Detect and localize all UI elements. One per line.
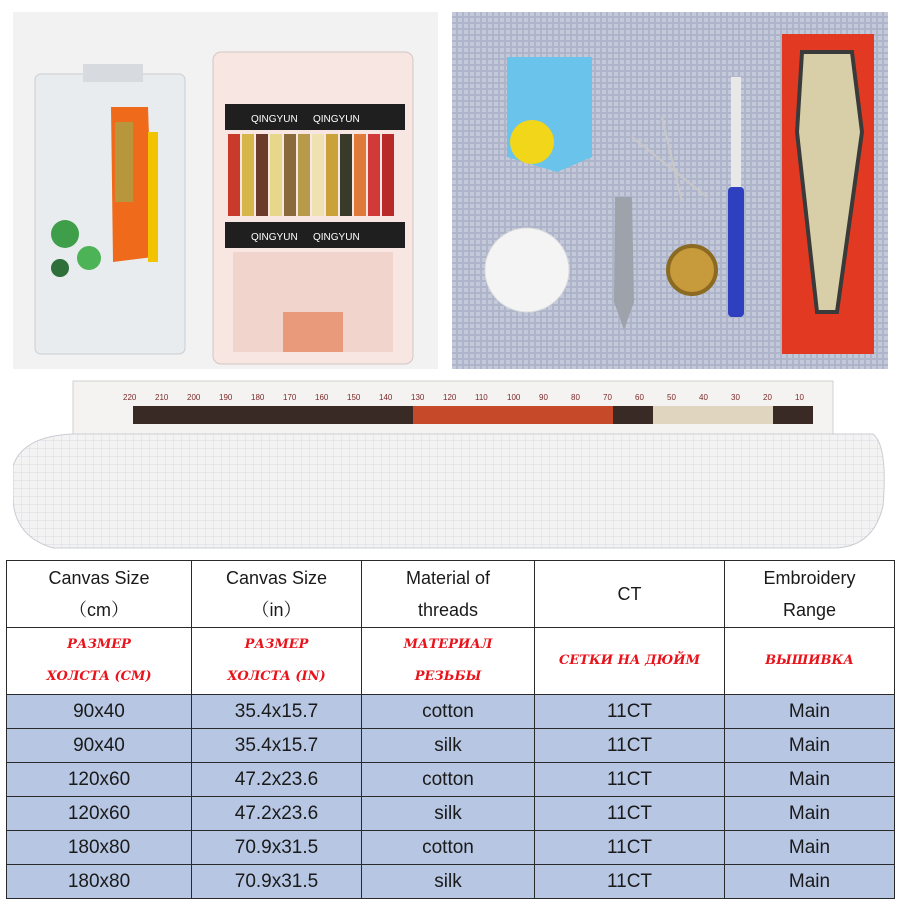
brand-label-top: QINGYUN (251, 114, 298, 125)
header-canvas-size-cm: Canvas Size （cm） (7, 561, 192, 628)
brand-label-top-2: QINGYUN (313, 114, 360, 125)
ruler-number: 20 (763, 393, 772, 402)
table-cell: 47.2x23.6 (192, 763, 362, 797)
header-ct: CT (535, 561, 725, 628)
table-cell: 11CT (535, 729, 725, 763)
table-cell: 120x60 (7, 763, 192, 797)
tools-layout-photo (452, 12, 888, 369)
packaged-kit-illustration (13, 12, 438, 369)
table-cell: 35.4x15.7 (192, 729, 362, 763)
table-cell: Main (725, 831, 895, 865)
needle-threader-shape (614, 197, 634, 330)
brand-label-bottom: QINGYUN (251, 232, 298, 243)
table-header-row-russian (7, 628, 895, 695)
ruler-number: 100 (507, 393, 521, 402)
ruler-number: 210 (155, 393, 169, 402)
table-cell: 180x80 (7, 831, 192, 865)
table-cell: 180x80 (7, 865, 192, 899)
ruler-number: 180 (251, 393, 265, 402)
table-cell: 120x60 (7, 797, 192, 831)
table-cell: Main (725, 797, 895, 831)
table-row (7, 865, 895, 899)
header-canvas-size-in: Canvas Size （in） (192, 561, 362, 628)
ruler-number: 190 (219, 393, 233, 402)
thread-organizer-disc (485, 228, 569, 312)
table-cell: 47.2x23.6 (192, 797, 362, 831)
table-row (7, 797, 895, 831)
rolled-canvas-photo (13, 376, 888, 552)
table-row (7, 729, 895, 763)
ruler-number: 200 (187, 393, 201, 402)
table-cell: Main (725, 865, 895, 899)
ruler-number: 10 (795, 393, 804, 402)
table-cell: 11CT (535, 831, 725, 865)
ruler-number: 60 (635, 393, 644, 402)
header-ru-ct: СЕТКИ НА ДЮЙМ (535, 628, 725, 695)
ruler-number: 30 (731, 393, 740, 402)
ruler-number: 70 (603, 393, 612, 402)
ruler-number: 120 (443, 393, 457, 402)
table-cell: 35.4x15.7 (192, 695, 362, 729)
table-header-row (7, 561, 895, 628)
table-cell: cotton (362, 763, 535, 797)
table-cell: 11CT (535, 797, 725, 831)
ruler-number: 160 (315, 393, 329, 402)
table-cell: cotton (362, 831, 535, 865)
header-embroidery-range: Embroidery Range (725, 561, 895, 628)
ruler-number: 40 (699, 393, 708, 402)
table-cell: 90x40 (7, 695, 192, 729)
tools-layout-illustration (452, 12, 888, 369)
table-cell: 11CT (535, 695, 725, 729)
brand-label-bottom-2: QINGYUN (313, 232, 360, 243)
table-cell: Main (725, 763, 895, 797)
canvas-spec-table (6, 560, 895, 899)
table-row (7, 695, 895, 729)
table-cell: cotton (362, 695, 535, 729)
header-thread-material: Material of threads (362, 561, 535, 628)
thimble-shape (668, 246, 716, 294)
table-cell: silk (362, 865, 535, 899)
ruler-number: 170 (283, 393, 297, 402)
table-cell: 11CT (535, 763, 725, 797)
ruler-number: 90 (539, 393, 548, 402)
table-cell: 90x40 (7, 729, 192, 763)
table-cell: silk (362, 729, 535, 763)
header-ru-canvas-size-in: РАЗМЕР ХОЛСТА (IN) (192, 628, 362, 695)
rolled-canvas-illustration (13, 376, 888, 552)
table-cell: silk (362, 797, 535, 831)
header-ru-thread-material: МАТЕРИАЛ РЕЗЬБЫ (362, 628, 535, 695)
header-ru-embroidery-range: ВЫШИВКА (725, 628, 895, 695)
ruler-number: 140 (379, 393, 393, 402)
seam-ripper-handle (728, 187, 744, 317)
table-row (7, 831, 895, 865)
table-cell: Main (725, 729, 895, 763)
ruler-number: 130 (411, 393, 425, 402)
ruler-number: 80 (571, 393, 580, 402)
canvas-roll-shape (13, 434, 884, 548)
table-cell: 11CT (535, 865, 725, 899)
ruler-number: 50 (667, 393, 676, 402)
table-cell: 70.9x31.5 (192, 831, 362, 865)
ruler-number: 150 (347, 393, 361, 402)
packaged-kit-photo (13, 12, 438, 369)
ruler-number: 110 (475, 393, 488, 402)
table-cell: Main (725, 695, 895, 729)
header-ru-canvas-size-cm: РАЗМЕР ХОЛСТА (CM) (7, 628, 192, 695)
ruler-number: 220 (123, 393, 137, 402)
yellow-pompom-shape (510, 120, 554, 164)
table-cell: 70.9x31.5 (192, 865, 362, 899)
table-row (7, 763, 895, 797)
